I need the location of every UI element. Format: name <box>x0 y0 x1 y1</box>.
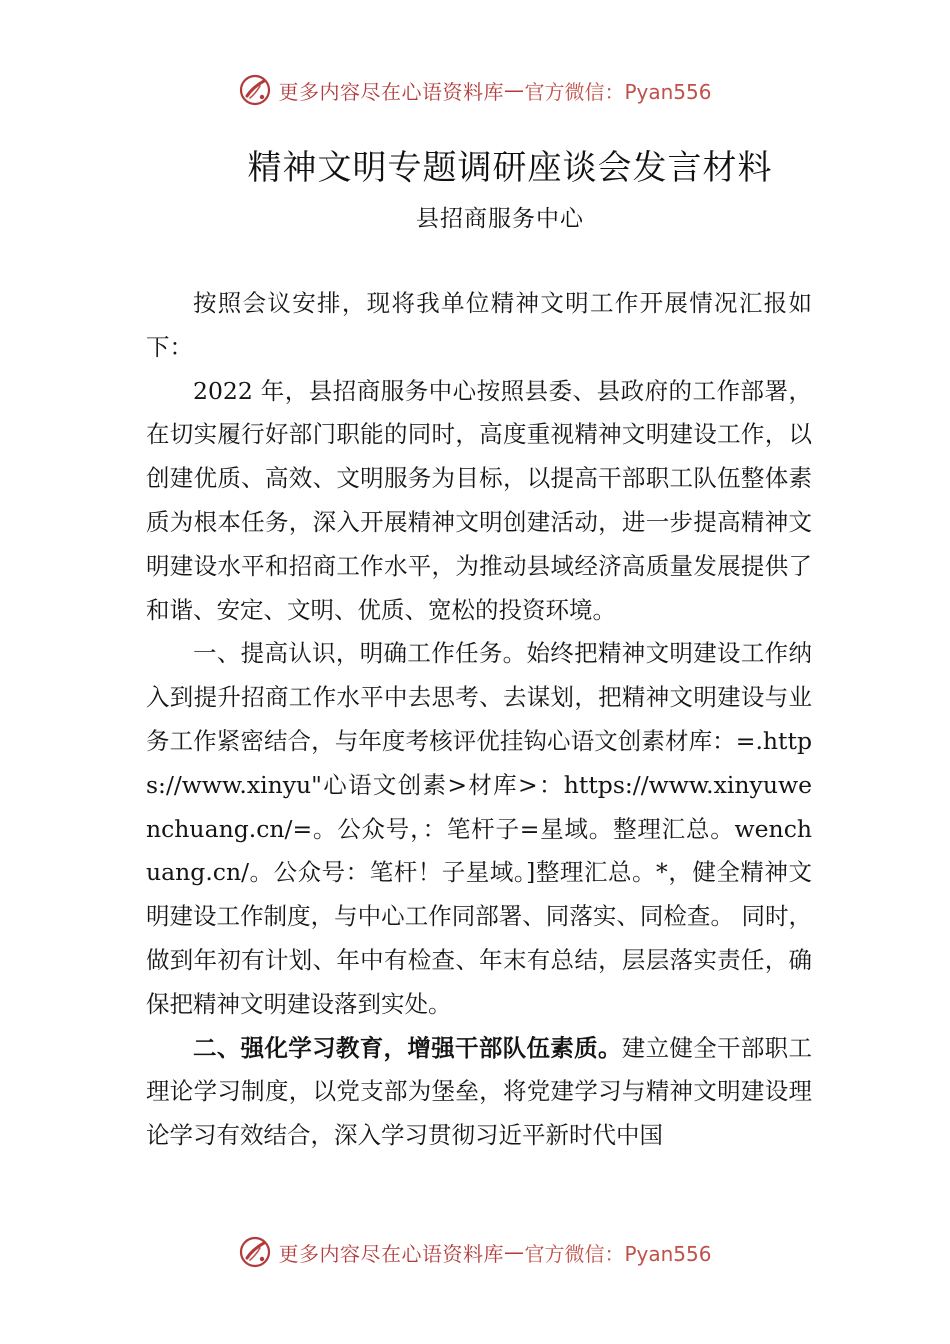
document-subtitle: 县招商服务中心 <box>416 206 584 232</box>
header-banner <box>0 68 950 112</box>
brush-logo-icon <box>238 1235 272 1269</box>
paragraph-section-2 <box>146 1027 812 1158</box>
paragraph-text: 一、提高认识，明确工作任务。始终把精神文明建设工作纳入到提升招商工作水平中去思考、去谋划，把精神文明建设与业务工作紧密结合，与年度考核评优挂钩心语文创素材库：=.https://www.xinyu"心语文创素>材库>：https://www.xinyuwenchuang.cn/=。公众号，：笔杆子=星域。整理汇总。wenchuang.cn/。公众号：笔杆！子星域。]整理汇总。*，健全精神文明建设工作制度，与中心工作同部署、同落实、同检查。 同时，做到年初有计划、年中有检查、年末有总结，层层落实责任，确保把精神文明建设落到实处。 <box>146 639 812 1018</box>
paragraph-lead-bold: 二、强化学习教育，增强干部队伍素质。 <box>193 1033 622 1062</box>
banner-text: 更多内容尽在心语资料库 <box>278 79 504 104</box>
document-body <box>146 282 812 1158</box>
paragraph-intro <box>146 282 812 370</box>
paragraph-text: 2022 年，县招商服务中心按照县委、县政府的工作部署，在切实履行好部门职能的同时，高度重视精神文明建设工作，以创建优质、高效、文明服务为目标，以提高干部职工队伍整体素质为根本任务，深入开展精神文明创建活动，进一步提高精神文明建设水平和招商工作水平，为推动县域经济高质量发展提供了和谐、安定、文明、优质、宽松的投资环境。 <box>146 376 812 624</box>
paragraph-text: 按照会议安排，现将我单位精神文明工作开展情况汇报如下： <box>146 289 812 361</box>
paragraph-overview <box>146 370 812 633</box>
banner-wechat: 官方微信：Pyan556 <box>524 79 712 104</box>
paragraph-text: 建立健全干部职工理论学习制度，以党支部为堡垒，将党建学习与精神文明建设理论学习有效结合，深入学习贯彻习近平新时代中国 <box>146 1033 813 1150</box>
banner-wechat: 官方微信：Pyan556 <box>524 1241 712 1266</box>
banner-text: 更多内容尽在心语资料库 <box>278 1241 504 1266</box>
brush-logo-icon <box>238 73 272 107</box>
document-title: 精神文明专题调研座谈会发言材料 <box>247 148 773 188</box>
banner-separator: — <box>503 78 525 102</box>
paragraph-section-1 <box>146 632 812 1026</box>
banner-separator: — <box>503 1240 525 1264</box>
footer-banner <box>0 1230 950 1274</box>
